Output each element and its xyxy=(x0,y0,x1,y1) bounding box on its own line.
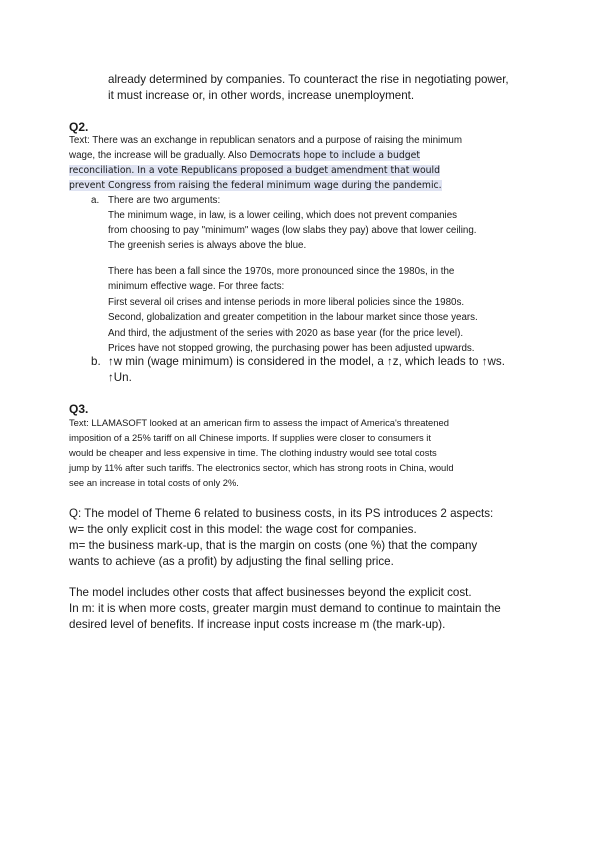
text-line: Text: LLAMASOFT looked at an american firm to assess the impact of America's threatened xyxy=(69,417,449,428)
text-line: The minimum wage, in law, is a lower ceiling, which does not prevent companies xyxy=(108,210,458,221)
text-line: ↑Un. xyxy=(108,371,132,384)
q2-heading: Q2. xyxy=(69,120,89,134)
q3-text xyxy=(69,415,454,490)
text-line xyxy=(69,163,579,178)
text-line: First several oil crises and intense periods in more liberal policies since the 1980s. xyxy=(108,296,465,308)
text-line xyxy=(69,178,579,193)
list-item-a-second-paragraph xyxy=(108,264,478,356)
text-line: minimum effective wage. For three facts: xyxy=(108,281,285,293)
q2-text xyxy=(69,133,579,193)
text-line: And third, the adjustment of the series with 2020 as base year (for the price level). xyxy=(108,327,464,339)
text-line: Prices have not stopped growing, the purchasing power has been adjusted upwards. xyxy=(108,343,475,355)
text-line: w= the only explicit cost in this model: the wage cost for companies. xyxy=(69,523,417,536)
highlighted-text: reconciliation. In a vote Republicans proposed a budget amendment that would xyxy=(69,165,441,176)
text-line: imposition of a 25% tariff on all Chinese imports. If supplies were closer to consumers it xyxy=(69,432,431,443)
text-line: would be cheaper and less expensive in time. The clothing industry would see total costs xyxy=(69,447,437,458)
highlighted-text: Democrats hope to include a budget xyxy=(249,150,421,161)
list-marker-b: b. xyxy=(91,355,101,368)
text-line: Second, globalization and greater competition in the labour market since those years. xyxy=(108,312,478,324)
text-line: There has been a fall since the 1970s, more pronounced since the 1980s, in the xyxy=(108,266,455,277)
text-line: jump by 11% after such tariffs. The electronics sector, which has strong roots in China, would xyxy=(69,462,454,473)
intro-paragraph xyxy=(108,72,509,104)
item-title: There are two arguments: xyxy=(108,195,221,206)
highlighted-text: prevent Congress from raising the federal minimum wage during the pandemic. xyxy=(69,180,442,191)
text-line: Text: There was an exchange in republican senators and a purpose of raising the minimum xyxy=(69,135,463,146)
text-segment: wage, the increase will be gradually. Also xyxy=(69,150,250,161)
text-line: it must increase or, in other words, increase unemployment. xyxy=(108,89,415,102)
text-line: wants to achieve (as a profit) by adjusting the final selling price. xyxy=(69,555,394,568)
q3-answer xyxy=(69,585,501,633)
text-line: already determined by companies. To counteract the rise in negotiating power, xyxy=(108,73,509,86)
text-line: m= the business mark-up, that is the margin on costs (one %) that the company xyxy=(69,539,478,552)
text-line: see an increase in total costs of only 2%. xyxy=(69,477,239,488)
list-item-a xyxy=(108,193,477,253)
text-line: desired level of benefits. If increase input costs increase m (the mark-up). xyxy=(69,618,446,631)
text-line xyxy=(69,148,579,163)
q3-heading: Q3. xyxy=(69,402,89,416)
text-line: The model includes other costs that affect businesses beyond the explicit cost. xyxy=(69,586,472,599)
q3-question xyxy=(69,506,493,570)
text-line: The greenish series is always above the blue. xyxy=(108,240,307,251)
text-line: In m: it is when more costs, greater margin must demand to continue to maintain the xyxy=(69,602,501,615)
text-line: Q: The model of Theme 6 related to business costs, in its PS introduces 2 aspects: xyxy=(69,507,494,520)
text-line: ↑w min (wage minimum) is considered in the model, a ↑z, which leads to ↑ws. xyxy=(108,355,505,368)
text-line: from choosing to pay "minimum" wages (low slabs they pay) above that lower ceiling. xyxy=(108,225,477,236)
list-item-b xyxy=(108,354,505,386)
list-marker-a: a. xyxy=(91,195,100,206)
